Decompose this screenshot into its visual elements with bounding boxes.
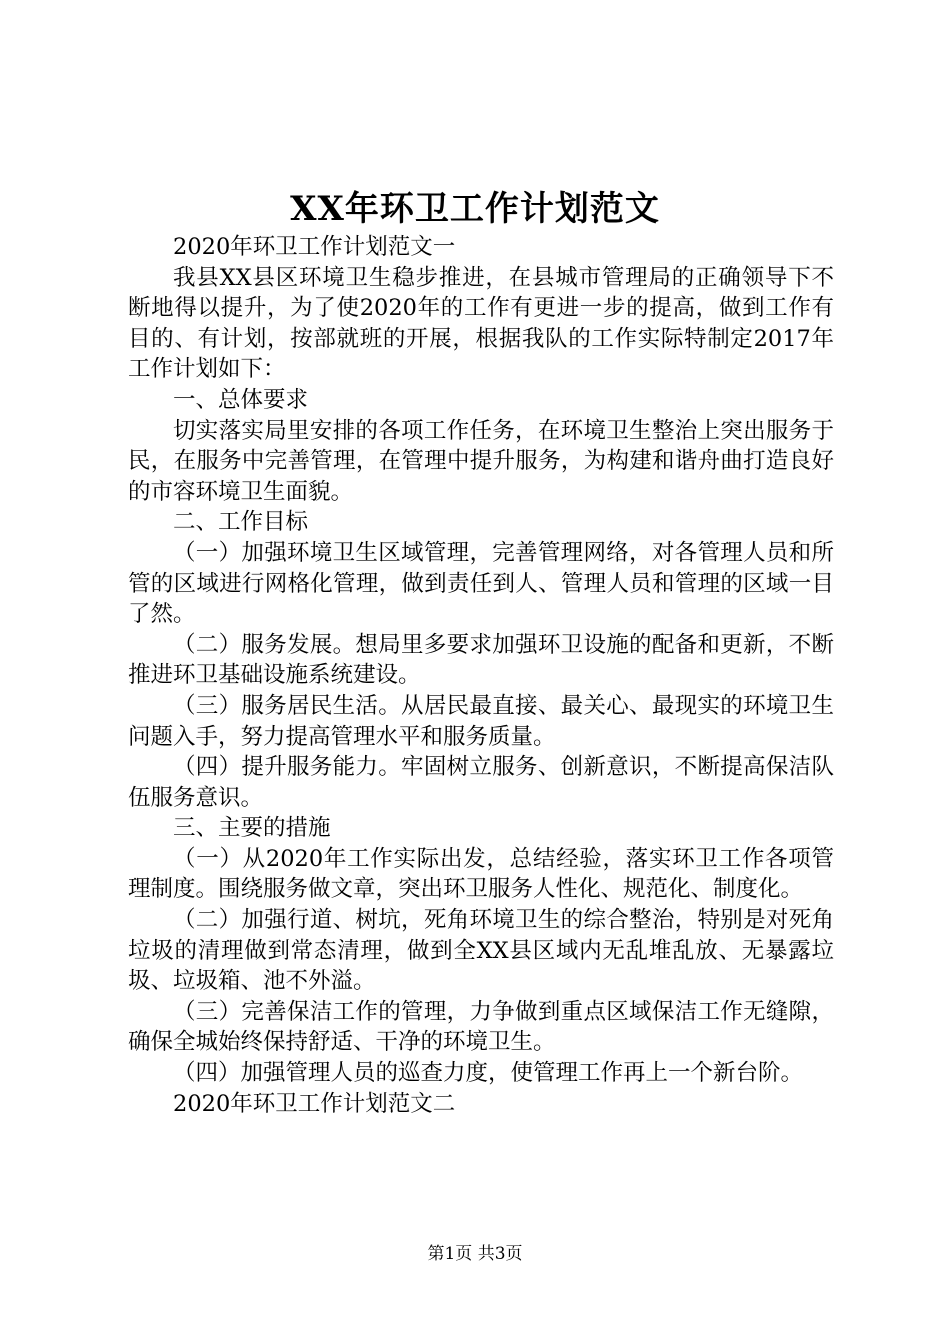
paragraph-goal-2: （二）服务发展。想局里多要求加强环卫设施的配备和更新，不断推进环卫基础设施系统建设。 (128, 631, 834, 689)
paragraph-general-requirements: 切实落实局里安排的各项工作任务，在环境卫生整治上突出服务于民，在服务中完善管理，在管理中提升服务，为构建和谐舟曲打造良好的市容环境卫生面貌。 (128, 417, 834, 505)
paragraph-goal-1: （一）加强环境卫生区域管理，完善管理网络，对各管理人员和所管的区域进行网格化管理，做到责任到人、管理人员和管理的区域一目了然。 (128, 539, 834, 628)
heading-main-measures: 三、主要的措施 (173, 815, 331, 842)
paragraph-measure-3: （三）完善保洁工作的管理，力争做到重点区域保洁工作无缝隙，确保全城始终保持舒适、干净的环境卫生。 (128, 998, 834, 1056)
paragraph-goal-3: （三）服务居民生活。从居民最直接、最关心、最现实的环境卫生问题入手，努力提高管理水平和服务质量。 (128, 692, 834, 750)
paragraph-section-heading-1: 2020年环卫工作计划范文一 (173, 234, 456, 260)
paragraph-goal-4: （四）提升服务能力。牢固树立服务、创新意识，不断提高保洁队伍服务意识。 (128, 754, 834, 811)
paragraph-measure-2: （二）加强行道、树坑，死角环境卫生的综合整治，特别是对死角垃圾的清理做到常态清理，做到全XX县区域内无乱堆乱放、无暴露垃圾、垃圾箱、池不外溢。 (128, 907, 834, 995)
page-number-footer: 第1页 共3页 (427, 1244, 523, 1264)
paragraph-section-heading-2: 2020年环卫工作计划范文二 (173, 1090, 456, 1117)
paragraph-measure-1: （一）从2020年工作实际出发，总结经验，落实环卫工作各项管理制度。围绕服务做文章，突出环卫服务人性化、规范化、制度化。 (128, 845, 834, 903)
paragraph-intro: 我县XX县区环境卫生稳步推进，在县城市管理局的正确领导下不断地得以提升，为了使2020年的工作有更进一步的提高，做到工作有目的、有计划，按部就班的开展，根据我队的工作实际特制定2017年工作计划如下： (128, 264, 834, 383)
heading-work-goals: 二、工作目标 (173, 509, 309, 536)
document-title: XX年环卫工作计划范文 (290, 189, 660, 229)
paragraph-measure-4: （四）加强管理人员的巡查力度，使管理工作再上一个新台阶。 (173, 1060, 804, 1087)
heading-general-requirements: 一、总体要求 (173, 386, 309, 413)
document-body (128, 232, 834, 1119)
